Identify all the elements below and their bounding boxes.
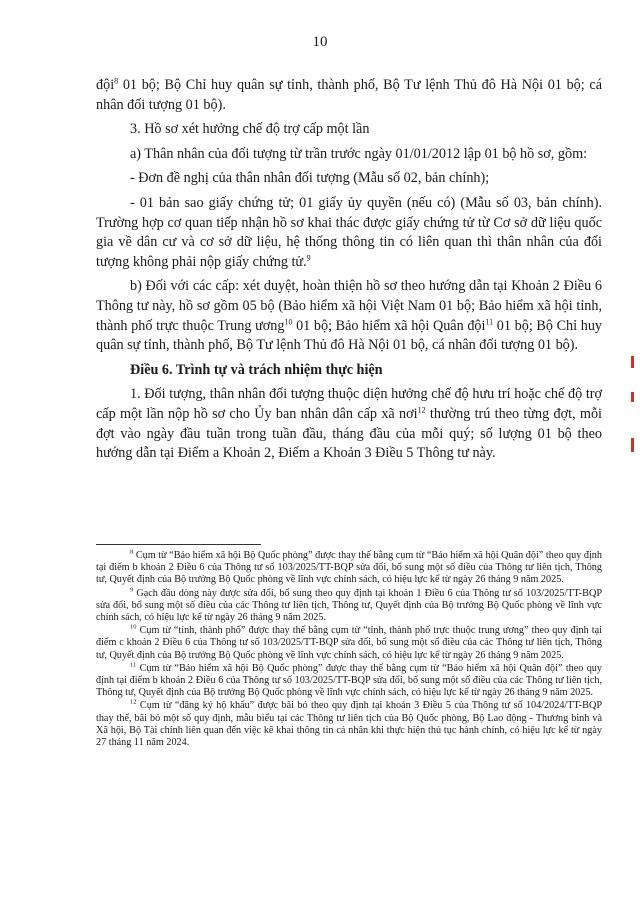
paragraph xyxy=(96,120,602,140)
footnote-ref: 8 xyxy=(114,76,119,86)
paragraph-text: đội xyxy=(96,77,115,93)
paragraph-text: thường trú theo từng đợt, mỗi đợt vào ngày đầu tuần trong tuần đầu, tháng đầu của mỗi quý; số lượng 01 bộ theo hướng dẫn tại Điểm a Khoản 2, Điểm a Khoản 3 Điều 5 Thông tư này. xyxy=(96,405,602,462)
footnote-text: Cụm từ “Bảo hiểm xã hội Bộ Quốc phòng” được thay thế bằng cụm từ “Bảo hiểm xã hội Quân đội” theo quy định tại điểm b khoản 2 Điều 6 của Thông tư số 103/2025/TT-BQP sửa đổi, bổ sung một số điều của Thông tư liên tịch, Thông tư, Quyết định của Bộ trưởng Bộ Quốc phòng về lĩnh vực chính sách, có hiệu lực kể từ ngày 26 tháng 9 năm 2025. xyxy=(96,550,602,586)
footnote-number: 10 xyxy=(130,623,137,631)
footnote-ref: 10 xyxy=(284,316,293,326)
footnote-ref: 12 xyxy=(417,405,426,415)
body-text xyxy=(96,76,602,469)
paragraph-text: 3. Hồ sơ xét hưởng chế độ trợ cấp một lần xyxy=(130,121,370,138)
paragraph xyxy=(96,385,602,463)
margin-mark xyxy=(631,392,634,402)
paragraph-text: 01 bộ; Bộ Chỉ huy quân sự tỉnh, thành phố, Bộ Tư lệnh Thủ đô Hà Nội 01 bộ, cá nhân đối tượng 01 bộ). xyxy=(96,317,603,354)
footnote-text: Gạch đầu dòng này được sửa đổi, bổ sung theo quy định tại khoản 1 Điều 6 của Thông tư số 103/2025/TT-BQP sửa đổi, bổ sung một số điều của các Thông tư liên tịch, Thông tư, Quyết định của Bộ trưởng Bộ Quốc phòng về lĩnh vực chính sách, có hiệu lực kể từ ngày 26 tháng 9 năm 2025. xyxy=(96,587,602,624)
footnote-text: Cụm từ “tỉnh, thành phố” được thay thế bằng cụm từ “tỉnh, thành phố trực thuộc trung ương” theo quy định tại điểm c khoản 2 Điều 6 của Thông tư số 103/2025/TT-BQP sửa đổi, bổ sung một số điều của các Thông tư liên tịch, Thông tư, Quyết định của Bộ trưởng Bộ Quốc phòng về lĩnh vực chính sách, có hiệu lực kể từ ngày 26 tháng 9 năm 2025. xyxy=(96,625,602,661)
paragraph-text: - Đơn đề nghị của thân nhân đối tượng (Mẫu số 02, bản chính); xyxy=(130,170,490,187)
paragraph-text: - 01 bản sao giấy chứng tử; 01 giấy ủy quyền (nếu có) (Mẫu số 03, bản chính). Trường hợp cơ quan tiếp nhận hồ sơ khai thác được giấy chứng tử từ Cơ sở dữ liệu quốc gia về dân cư và cơ sở dữ liệu, hệ thống thông tin có liên quan thì thân nhân của đối tượng không phải nộp giấy chứng tử. xyxy=(96,194,602,270)
footnote-text: Cụm từ “Bảo hiểm xã hội Bộ Quốc phòng” được thay thế bằng cụm từ “Bảo hiểm xã hội Quân đội” theo quy định tại điểm b khoản 2 Điều 6 của Thông tư số 103/2025/TT-BQP sửa đổi, bổ sung một số điều của các Thông tư liên tịch, Thông tư, Quyết định của Bộ trưởng Bộ Quốc phòng về lĩnh vực chính sách, có hiệu lực kể từ ngày 26 tháng 9 năm 2025. xyxy=(96,662,602,699)
footnote-number: 8 xyxy=(130,548,134,556)
paragraph-text: 01 bộ; Bảo hiểm xã hội Quân đội xyxy=(292,317,486,334)
paragraph-text: 01 bộ; Bộ Chỉ huy quân sự tỉnh, thành phố, Bộ Tư lệnh Thủ đô Hà Nội 01 bộ; cá nhân đối tượng 01 bộ). xyxy=(96,77,602,113)
footnotes xyxy=(96,550,602,750)
paragraph xyxy=(96,169,602,189)
footnote xyxy=(96,700,602,749)
margin-mark xyxy=(631,356,634,368)
footnote-text: Cụm từ “đăng ký hộ khẩu” được bãi bỏ theo quy định tại khoản 3 Điều 5 của Thông tư số 104/2024/TT-BQP thay thế, bãi bỏ một số quy định, mẫu biểu tại các Thông tư liên tịch của Bộ Quốc phòng, Bộ Lao động - Thương binh và Xã hội, Bộ Tài chính liên quan đến việc kê khai thông tin cá nhân khi thực hiện thủ tục hành chính, có hiệu lực kể từ ngày 27 tháng 11 năm 2024. xyxy=(96,700,602,749)
paragraph-text: a) Thân nhân của đối tượng từ trần trước ngày 01/01/2012 lập 01 bộ hồ sơ, gồm: xyxy=(130,145,588,162)
footnote xyxy=(96,663,602,700)
footnote xyxy=(96,625,602,662)
article-heading xyxy=(96,361,602,381)
paragraph xyxy=(96,194,602,272)
paragraph xyxy=(96,145,602,165)
footnote xyxy=(96,588,602,625)
margin-mark xyxy=(631,438,634,452)
paragraph-text: Điều 6. Trình tự và trách nhiệm thực hiện xyxy=(130,361,383,378)
footnote-number: 9 xyxy=(130,586,134,594)
paragraph-text: b) Đối với các cấp: xét duyệt, hoàn thiện hồ sơ theo hướng dẫn tại Khoản 2 Điều 6 Thông tư này, hồ sơ gồm 05 bộ (Bảo hiểm xã hội Việt Nam 01 bộ; Bảo hiểm xã hội tỉnh, thành phố trực thuộc Trung ương xyxy=(96,278,602,334)
page-number: 10 xyxy=(312,34,328,50)
paragraph-text: 1. Đối tượng, thân nhân đối tượng thuộc diện hưởng chế độ hưu trí hoặc chế độ trợ cấp một lần nộp hồ sơ cho Ủy ban nhân dân cấp xã nơi xyxy=(96,386,602,422)
footnote-number: 12 xyxy=(130,699,137,707)
paragraph xyxy=(96,277,602,355)
footnote-separator xyxy=(96,544,261,545)
footnote-number: 11 xyxy=(130,661,137,669)
footnote-ref: 9 xyxy=(306,253,311,263)
paragraph xyxy=(96,76,602,115)
footnote-ref: 11 xyxy=(485,316,494,326)
footnote xyxy=(96,550,602,587)
